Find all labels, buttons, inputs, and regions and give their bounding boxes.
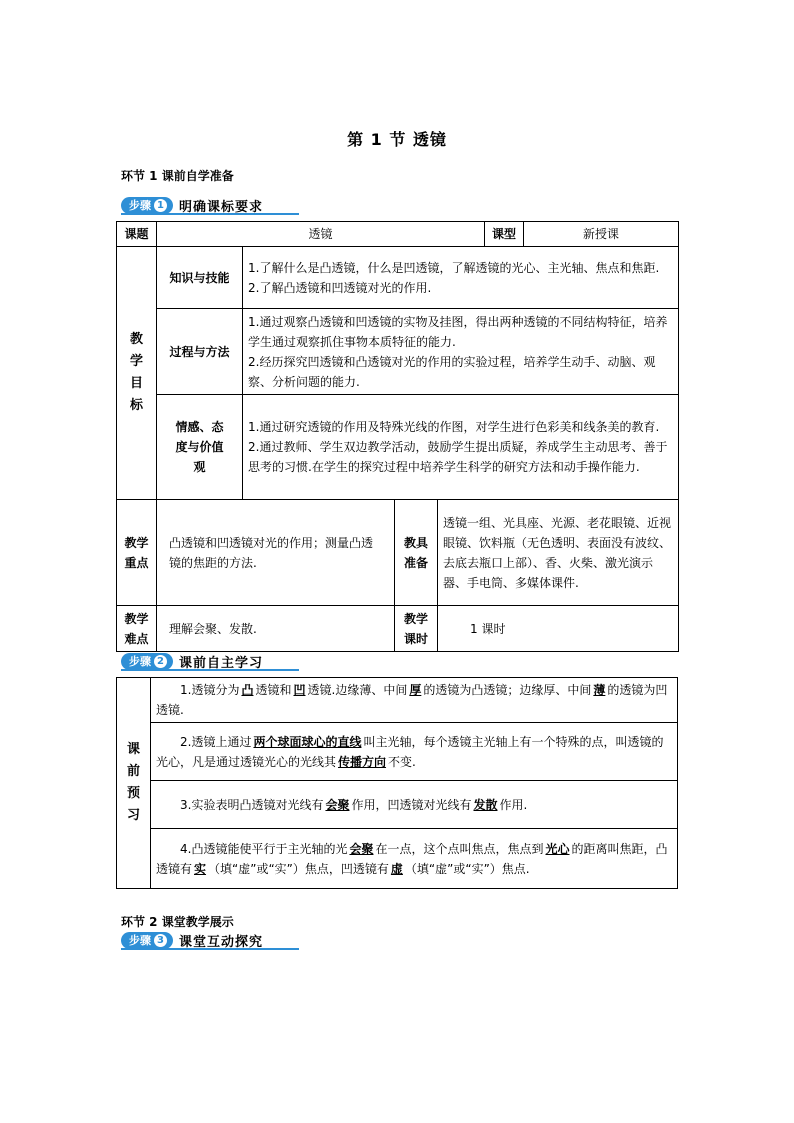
q2-answer: 两个球面球心的直线 [253, 734, 362, 749]
difficulty-value: 理解会聚、发散. [157, 606, 395, 652]
step-2-header [121, 651, 299, 671]
step-label: 步骤 [129, 199, 151, 212]
q1-text: 透镜和 [255, 683, 292, 697]
q2-text: 叫主光轴，每个透镜主光轴上有一个特殊的点，叫透镜的光心，凡是通过透镜光心的光线其 [156, 734, 664, 769]
step-label: 步骤 [129, 934, 151, 947]
emotion-label: 情感、态度与价值观 [157, 395, 243, 500]
q4-text: （填“虚”或“实”）焦点. [404, 861, 530, 876]
step-3-header [121, 930, 299, 950]
type-header: 课型 [485, 222, 524, 247]
step-title: 课前自主学习 [179, 655, 264, 671]
step-underline [121, 948, 299, 950]
q1-text: 的透镜为凸透镜；边缘厚、中间 [423, 683, 592, 697]
knowledge-label: 知识与技能 [157, 247, 243, 309]
q3-text: 作用. [499, 797, 528, 812]
q3-text: 3.实验表明凸透镜对光线有 [180, 797, 324, 812]
process-label: 过程与方法 [157, 309, 243, 395]
process-cell [243, 309, 679, 395]
step-underline [121, 669, 299, 671]
q1-answer: 薄 [593, 683, 606, 697]
step-badge [121, 197, 173, 214]
step-1-header [121, 195, 299, 215]
process-item: 2.经历探究凹透镜和凸透镜对光的作用的实验过程，培养学生动手、动脑、观察、分析问题的能力. [248, 354, 656, 389]
q4-answer: 光心 [545, 841, 570, 856]
preview-q3 [151, 781, 678, 829]
q4-answer: 虚 [390, 861, 403, 876]
tools-label: 教具准备 [395, 500, 438, 606]
preview-q1 [151, 678, 678, 723]
step-number: 1 [154, 199, 167, 212]
focus-value: 凸透镜和凹透镜对光的作用；测量凸透镜的焦距的方法. [157, 500, 395, 606]
tools-value: 透镜一组、光具座、光源、老花眼镜、近视眼镜、饮料瓶（无色透明、表面没有波纹、去底去瓶口上部）、香、火柴、激光演示器、手电筒、多媒体课件. [438, 500, 679, 606]
knowledge-item: 1.了解什么是凸透镜，什么是凹透镜，了解透镜的光心、主光轴、焦点和焦距. [248, 260, 660, 275]
step-label: 步骤 [129, 655, 151, 668]
q3-text: 作用，凹透镜对光线有 [351, 797, 472, 812]
section-heading-1: 环节 1 课前自学准备 [121, 169, 234, 183]
preview-label: 课 前 预 习 [117, 678, 151, 889]
topic-value: 透镜 [157, 222, 485, 247]
q4-text: 4.凸透镜能使平行于主光轴的光 [180, 841, 348, 856]
q1-text: 的透镜为凹透镜. [156, 683, 668, 717]
preview-q4 [151, 829, 678, 889]
step-title: 明确课标要求 [179, 199, 264, 215]
q4-answer: 会聚 [349, 841, 374, 856]
hours-label: 教学课时 [395, 606, 438, 652]
topic-header: 课题 [117, 222, 157, 247]
q4-text: 的距离叫焦距，凸透镜有 [156, 841, 668, 876]
process-item: 1.通过观察凸透镜和凹透镜的实物及挂图，得出两种透镜的不同结构特征，培养学生通过观察抓住事物本质特征的能力. [248, 314, 668, 349]
step-underline [121, 213, 299, 215]
q2-answer: 传播方向 [338, 754, 387, 769]
preview-table [116, 677, 678, 889]
lesson-info-table [116, 221, 679, 652]
goals-label: 教 学 目 标 [117, 247, 157, 500]
step-badge [121, 932, 173, 949]
emotion-cell [243, 395, 679, 500]
q1-text: 1.透镜分为 [180, 683, 240, 697]
q1-answer: 凹 [293, 683, 306, 697]
q4-text: 在一点，这个点叫焦点，焦点到 [375, 841, 544, 856]
focus-label: 教学重点 [117, 500, 157, 606]
section-heading-2: 环节 2 课堂教学展示 [121, 915, 234, 929]
emotion-item: 1.通过研究透镜的作用及特殊光线的作图，对学生进行色彩美和线条美的教育. [248, 420, 660, 434]
q1-answer: 凸 [241, 683, 254, 697]
step-badge [121, 653, 173, 670]
step-number: 2 [154, 655, 167, 668]
step-number: 3 [154, 934, 167, 947]
q3-answer: 发散 [473, 797, 498, 812]
q3-answer: 会聚 [325, 797, 350, 812]
q1-text: 透镜.边缘薄、中间 [307, 683, 408, 697]
emotion-item: 2.通过教师、学生双边教学活动，鼓励学生提出质疑，养成学生主动思考、善于思考的习惯.在学生的探究过程中培养学生科学的研究方法和动手操作能力. [248, 440, 668, 474]
knowledge-cell [243, 247, 679, 309]
difficulty-label: 教学难点 [117, 606, 157, 652]
q4-answer: 实 [194, 861, 207, 876]
page-title: 第 1 节 透镜 [347, 130, 447, 149]
knowledge-item: 2.了解凸透镜和凹透镜对光的作用. [248, 280, 432, 295]
type-value: 新授课 [524, 222, 679, 247]
q2-text: 2.透镜上通过 [180, 734, 252, 749]
preview-q2 [151, 723, 678, 781]
q4-text: （填“虚”或“实”）焦点，凹透镜有 [208, 861, 389, 876]
step-title: 课堂互动探究 [179, 934, 264, 950]
q2-text: 不变. [388, 754, 416, 769]
q1-answer: 厚 [409, 683, 422, 697]
hours-value: 1 课时 [438, 606, 679, 652]
